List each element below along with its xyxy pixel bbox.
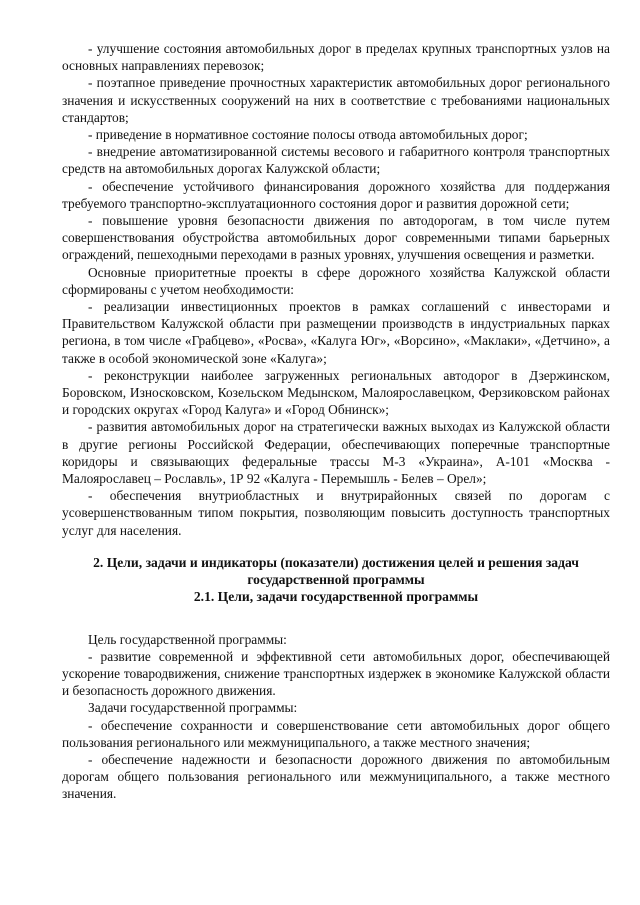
list-item: - внедрение автоматизированной системы весового и габаритного контроля транспортных средств на автомобильных дорогах Калужской области; [62, 144, 610, 177]
section-heading-line2: государственной программы [247, 572, 425, 588]
spacer [62, 606, 610, 631]
section-heading-line1: 2. Цели, задачи и индикаторы (показатели) достижения целей и решения задач [93, 554, 579, 570]
list-item: - развития автомобильных дорог на стратегически важных выходах из Калужской области в другие регионы Российской Федерации, обеспечивающих поперечные транспортные коридоры и связывающих федеральные трассы М-3 «Украина», А-101 «Москва - Малоярославец – Рославль», 1Р 92 «Калуга - Перемышль - Белев – Орел»; [62, 419, 610, 487]
list-item: - поэтапное приведение прочностных характеристик автомобильных дорог регионального значения и искусственных сооружений на них в соответствие с требованиями национальных стандартов; [62, 75, 610, 125]
list-item: - реализации инвестиционных проектов в рамках соглашений с инвесторами и Правительством Калужской области при размещении производств в индустриальных парках региона, в том числе «Грабцево», «Росва», «Калуга Юг», «Ворсино», «Маклаки», «Детчино», а также в особой экономической зоне «Калуга»; [62, 299, 610, 366]
list-item: - улучшение состояния автомобильных дорог в пределах крупных транспортных узлов на основных направлениях перевозок; [62, 41, 610, 74]
spacer [62, 539, 610, 554]
subsection-heading: 2.1. Цели, задачи государственной программы [193, 589, 479, 605]
list-item: - повышение уровня безопасности движения по автодорогам, в том числе путем совершенствования обустройства автомобильных дорог современными типами барьерных ограждений, пешеходными переходами в разных уровнях, улучшения освещения и разметки. [62, 213, 610, 263]
list-item: - приведение в нормативное состояние полосы отвода автомобильных дорог; [88, 127, 528, 143]
list-item: - обеспечение надежности и безопасности дорожного движения по автомобильным дорогам общего пользования регионального или межмуниципального, а также местного значения. [62, 751, 610, 802]
list-item: - реконструкции наиболее загруженных региональных автодорог в Дзержинском, Боровском, Износковском, Козельском Медынском, Малоярославецком, Ферзиковском районах и городских округах «Город Калуга» и «Город Обнинск»; [62, 367, 610, 418]
section-heading [62, 554, 610, 588]
list-item: - обеспечение устойчивого финансирования дорожного хозяйства для поддержания требуемого транспортно-эксплуатационного состояния дорог и развития дорожной сети; [62, 178, 610, 211]
document-page [62, 40, 610, 803]
goal-text: - развитие современной и эффективной сети автомобильных дорог, обеспечивающей ускорение товародвижения, снижение транспортных издержек в экономике Калужской области и безопасность дорожного движения. [62, 648, 610, 699]
priority-intro: Основные приоритетные проекты в сфере дорожного хозяйства Калужской области сформированы с учетом необходимости: [62, 264, 610, 297]
goal-label: Цель государственной программы: [88, 631, 287, 647]
list-item: - обеспечения внутриобластных и внутрирайонных связей по дорогам с усовершенствованным типом покрытия, позволяющим повысить доступность транспортных услуг для населения. [62, 488, 610, 538]
list-item: - обеспечение сохранности и совершенствование сети автомобильных дорог общего пользования регионального или межмуниципального, а также местного значения; [62, 717, 610, 750]
tasks-label: Задачи государственной программы: [88, 700, 298, 716]
